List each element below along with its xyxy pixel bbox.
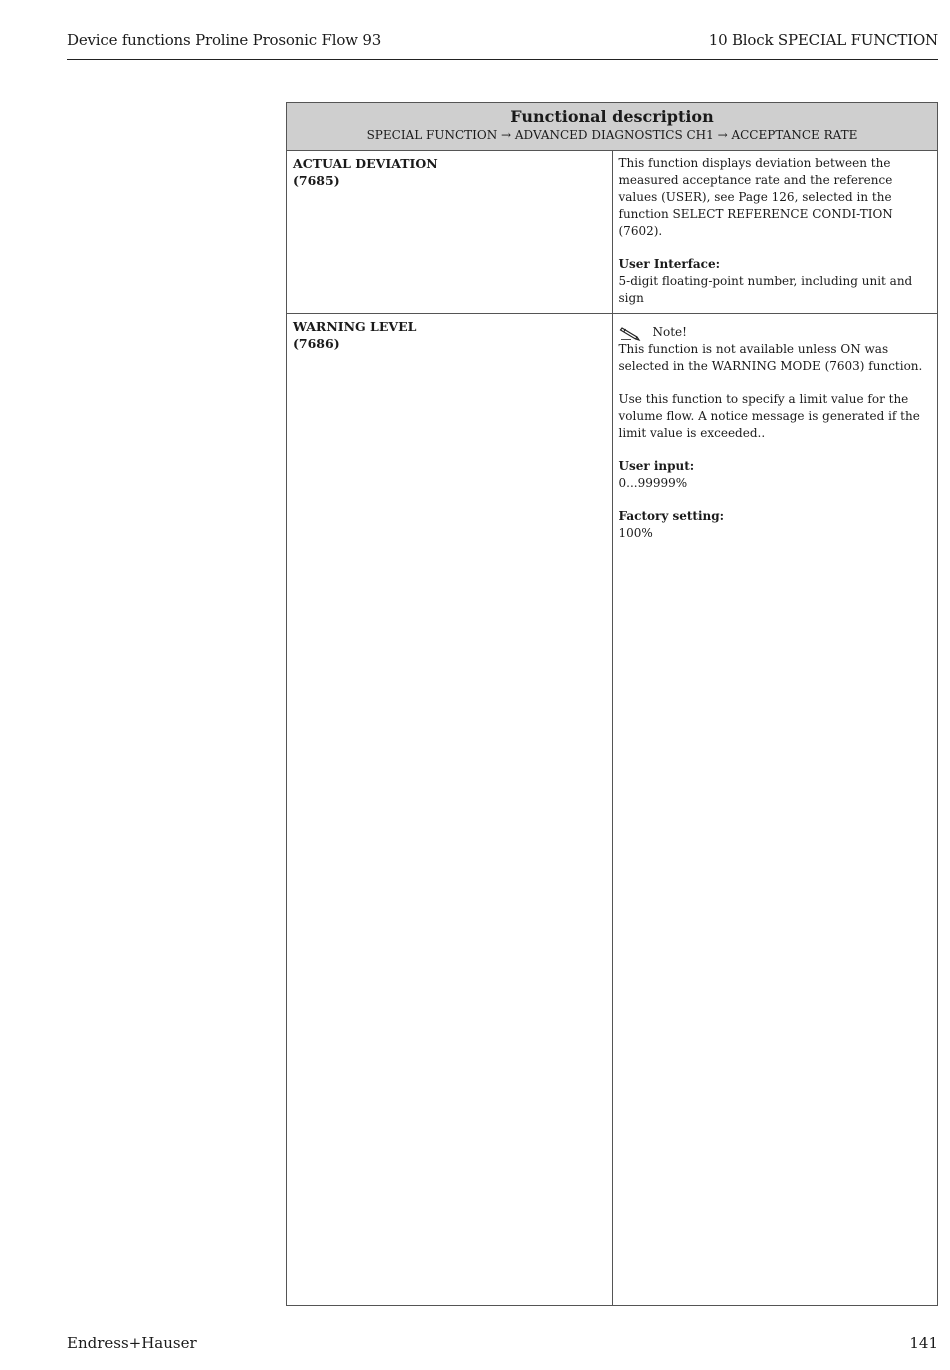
description-text: Use this function to specify a limit value for the volume flow. A notice message is generated if the limit value is exceeded.. (618, 392, 920, 440)
table-row (287, 151, 938, 314)
table-title: Functional description (510, 107, 714, 126)
functional-description-table (286, 102, 938, 1306)
function-name: ACTUAL DEVIATION (293, 156, 438, 171)
user-input-value: 0...99999% (618, 476, 688, 490)
description-text: This function displays deviation between the measured acceptance rate and the reference values (USER), see Page 126, selected in the function SELECT REFERENCE CONDI-TION (7602). (618, 156, 893, 238)
table-row (287, 314, 938, 1306)
user-interface-label: User Interface: (618, 257, 721, 271)
function-code: (7686) (293, 336, 340, 351)
note-text: This function is not available unless ON was selected in the WARNING MODE (7603) function. (618, 342, 923, 373)
running-header-section: 10 Block SPECIAL FUNCTION (708, 31, 938, 49)
menu-path: SPECIAL FUNCTION → ADVANCED DIAGNOSTICS CH1 → ACCEPTANCE RATE (366, 128, 858, 142)
factory-setting-value: 100% (618, 526, 653, 540)
function-code: (7685) (293, 173, 340, 188)
function-name: WARNING LEVEL (293, 319, 417, 334)
page-number: 141 (909, 1334, 938, 1352)
footer-brand: Endress+Hauser (67, 1334, 197, 1352)
user-input-label: User input: (618, 459, 695, 473)
function-name-cell (287, 151, 613, 314)
function-description-cell (612, 151, 938, 314)
table-header (287, 103, 938, 151)
note-label: Note! (652, 325, 687, 339)
note-line (619, 324, 932, 341)
pencil-icon (619, 325, 643, 341)
factory-setting-label: Factory setting: (618, 509, 725, 523)
function-name-cell (287, 314, 613, 1306)
header-rule (67, 59, 938, 60)
function-description-cell (612, 314, 938, 1306)
user-interface-value: 5-digit floating-point number, including unit and sign (618, 274, 913, 305)
running-header-title: Device functions Proline Prosonic Flow 93 (67, 31, 382, 49)
